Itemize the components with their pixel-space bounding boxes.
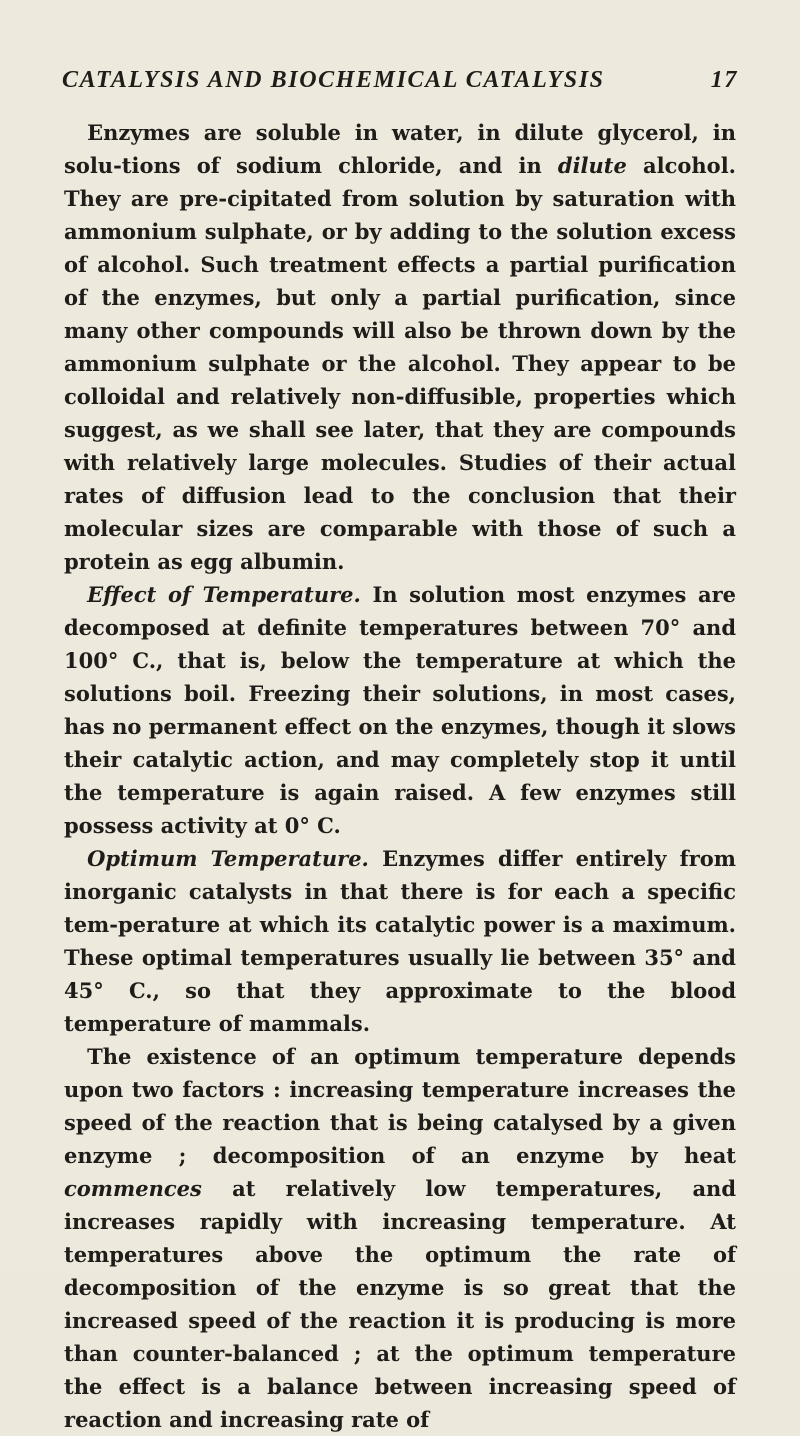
paragraph-text: alcohol. They are pre-cipitated from solution by saturation with ammonium sulphate, or by adding to the solution excess of alcohol. Such treatment effects a partial purification of the enzymes, but only a partial purification, since many other compounds will also be thrown down by the ammonium sulphate or the alcohol. They appear to be colloidal and relatively non-diffusible, properties which suggest, as we shall see later, that they are compounds with relatively large molecules. Studies of their actual rates of diffusion lead to the conclusion that their molecular sizes are comparable with those of such a protein as egg albumin. [64,153,736,574]
paragraph-text: The existence of an optimum temperature depends upon two factors : increasing temperature increases the speed of the reaction that is being catalysed by a given enzyme ; decomposition of an enzyme by heat [64,1044,736,1168]
running-head-title: CATALYSIS AND BIOCHEMICAL CATALYSIS [62,67,605,93]
paragraph-effect-of-temperature [64,578,736,842]
emphasis: commences [64,1176,202,1201]
paragraph-solubility [64,116,736,578]
page-number: 17 [710,67,738,93]
paragraph-text: Enzymes differ entirely from inorganic catalysts in that there is for each a specific tem-perature at which its catalytic power is a maximum. These optimal temperatures usually lie between 35° and 45° C., so that they approximate to the blood temperature of mammals. [64,846,736,1036]
emphasis: dilute [557,153,627,178]
paragraph-text: at relatively low temperatures, and increases rapidly with increasing temperature. At temperatures above the optimum the rate of decomposition of the enzyme is so great that the increased speed of the reaction it is producing is more than counter-balanced ; at the optimum temperature the effect is a balance between increasing speed of reaction and increasing rate of [64,1176,736,1432]
running-head [62,60,738,100]
section-heading: Optimum Temperature. [87,846,369,871]
paragraph-text: In solution most enzymes are decomposed at definite temperatures between 70° and 100° C., that is, below the temperature at which the solutions boil. Freezing their solutions, in most cases, has no permanent effect on the enzymes, though it slows their catalytic action, and may completely stop it until the temperature is again raised. A few enzymes still possess activity at 0° C. [64,582,736,838]
paragraph-optimum-temperature [64,842,736,1040]
section-heading: Effect of Temperature. [87,582,361,607]
paragraph-text: Enzymes are soluble in water, in dilute glycerol, in solu-tions of sodium chloride, and in [64,120,736,178]
body-text [64,116,736,1436]
paragraph-optimum-explanation [64,1040,736,1436]
